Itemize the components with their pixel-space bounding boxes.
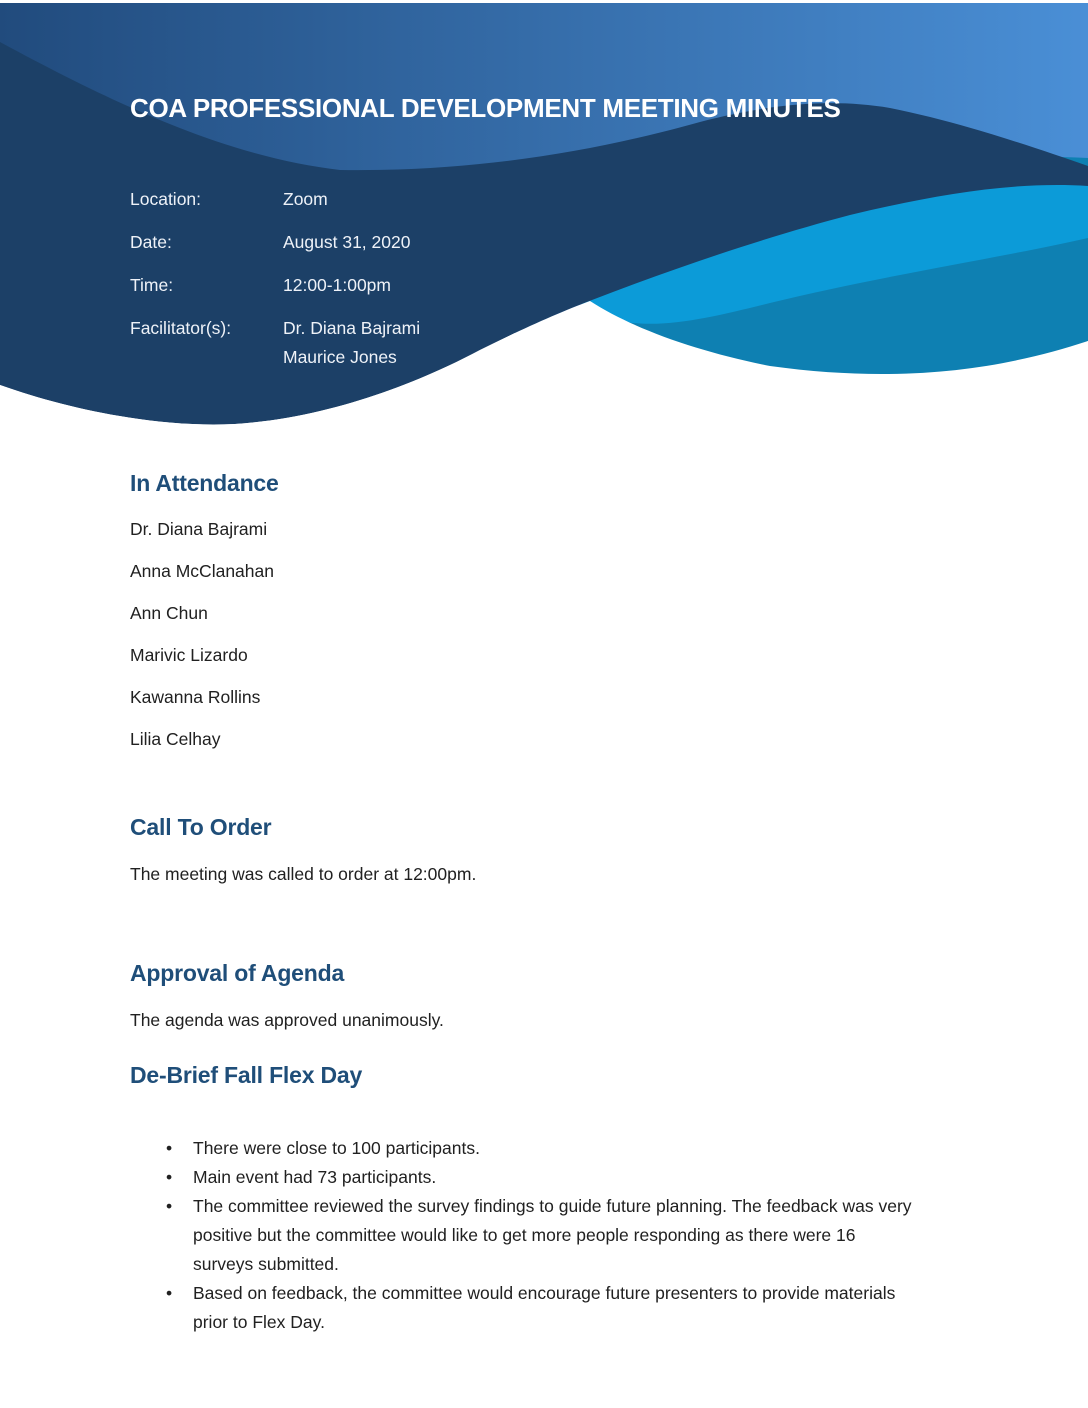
meta-row-date (130, 228, 690, 257)
meta-value: 12:00-1:00pm (283, 275, 391, 295)
attendee-name: Marivic Lizardo (130, 645, 248, 665)
document-title: COA PROFESSIONAL DEVELOPMENT MEETING MINUTES (130, 93, 841, 123)
call-to-order-text: The meeting was called to order at 12:00pm. (130, 864, 477, 884)
bullet-item: • Based on feedback, the committee would encourage future presenters to provide materials prior to Flex Day. (166, 1279, 918, 1337)
heading-debrief-fall-flex-day: De-Brief Fall Flex Day (130, 1062, 363, 1088)
bullet-item: • There were close to 100 participants. (166, 1134, 918, 1163)
facilitator-line-2: Maurice Jones (283, 347, 397, 367)
meta-row-location (130, 185, 690, 214)
meta-value: Zoom (283, 189, 328, 209)
debrief-bullet-list (130, 1134, 918, 1337)
meta-value: August 31, 2020 (283, 232, 411, 252)
attendee-name: Anna McClanahan (130, 561, 274, 581)
meta-label: Facilitator(s): (130, 318, 232, 338)
heading-call-to-order: Call To Order (130, 814, 272, 840)
heading-approval-of-agenda: Approval of Agenda (130, 960, 345, 986)
attendee-name: Kawanna Rollins (130, 687, 261, 707)
meeting-meta (130, 185, 690, 386)
bullet-item: • Main event had 73 participants. (166, 1163, 918, 1192)
meta-label: Time: (130, 275, 174, 295)
approval-text: The agenda was approved unanimously. (130, 1010, 444, 1030)
heading-in-attendance: In Attendance (130, 470, 279, 496)
document-body (130, 430, 958, 1337)
meta-label: Date: (130, 232, 172, 252)
meta-row-facilitators (130, 314, 690, 372)
attendee-name: Dr. Diana Bajrami (130, 519, 268, 539)
meta-label: Location: (130, 189, 202, 209)
attendee-name: Ann Chun (130, 603, 208, 623)
facilitator-line-1: Dr. Diana Bajrami (283, 318, 421, 338)
attendee-name: Lilia Celhay (130, 729, 221, 749)
bullet-item: • The committee reviewed the survey findings to guide future planning. The feedback was very positive but the committee would like to get more people responding as there were 16 surveys submitted. (166, 1192, 918, 1279)
meta-value (283, 314, 420, 372)
meta-row-time (130, 271, 690, 300)
